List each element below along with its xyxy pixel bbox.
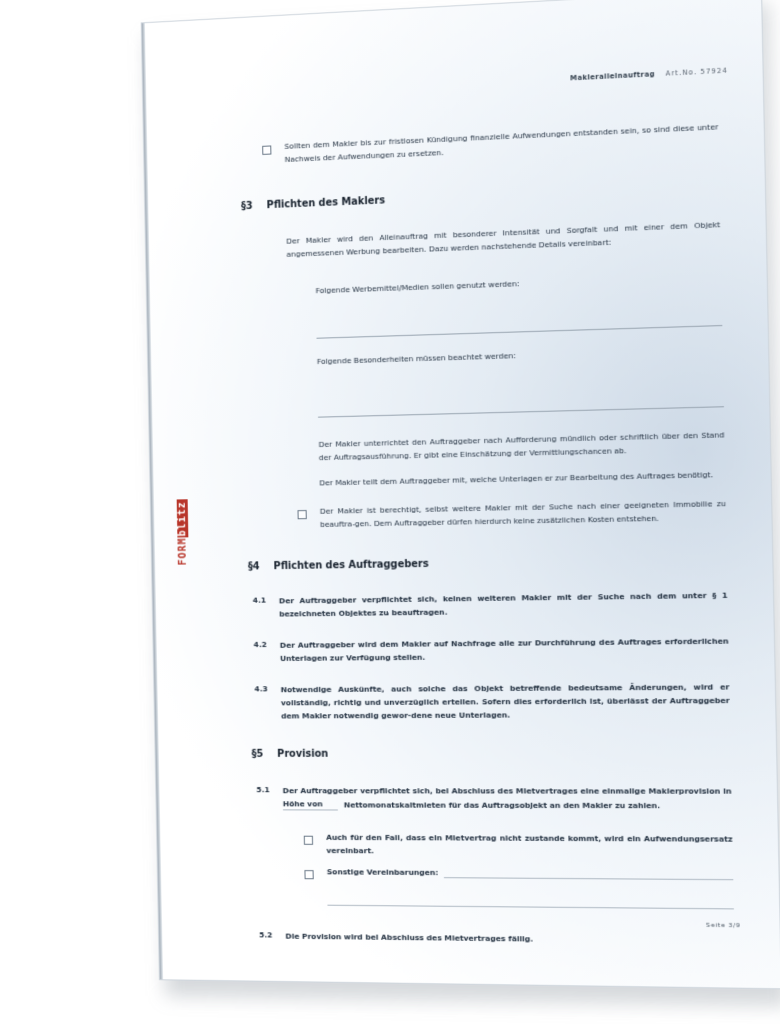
option-sonstige-vereinbarungen: Sonstige Vereinbarungen: <box>326 867 439 878</box>
section-heading-5 <box>252 749 329 760</box>
section-title-5: Provision <box>277 748 329 760</box>
paragraph-3-intro: Der Makler wird den Alleinauftrag mit besonderer Intensität und Sorgfalt und mit einer dem Objekt angemessenen Werbung bearbeiten. Dazu werden nachstehende Details vereinbart: <box>286 219 721 259</box>
fill-line-werbemittel[interactable] <box>317 325 723 339</box>
paragraph-3-unterrichtung: Der Makler unterrichtet den Auftraggeber nach Aufforderung mündlich oder schriftlich über den Stand der Auftragsausführung. Er gibt eine Einschätzung der Vermittlungschancen ab. <box>318 430 725 463</box>
fill-line-sonstige-2[interactable] <box>327 905 733 910</box>
item-number-4-2: 4.2 <box>253 639 267 650</box>
document-page-wrapper <box>141 0 780 1007</box>
brand-formblitz <box>176 490 192 574</box>
item-text-4-3: Notwendige Auskünfte, auch solche das Objekt betreffende bedeutsame Änderungen, wird er vollständig, richtig und unverzüglich erteilen. Sofern dies erforderlich ist, überlässt der Auftraggeber dem Makler notwendig gewor-dene neue Unterlagen. <box>280 682 730 721</box>
checkbox-aufwendungsersatz[interactable] <box>304 836 313 845</box>
section-title-4: Pflichten des Auftraggebers <box>273 558 429 573</box>
page-number: Seite 3/9 <box>705 921 741 930</box>
option-aufwendungsersatz: Auch für den Fall, dass ein Mietvertrag nicht zustande kommt, wird ein Aufwendungsersatz vereinbart. <box>326 832 733 856</box>
paragraph-3-unterlagen: Der Makler teilt dem Auftraggeber mit, welche Unterlagen er zur Bearbeitung des Auftrages benötigt. <box>319 469 714 488</box>
page-content <box>142 0 780 989</box>
item-text-5-1-cont: Nettomonatskaltmieten für das Auftragsobjekt an den Makler zu zahlen. <box>343 800 661 811</box>
section-heading-4 <box>248 559 429 573</box>
item-text-5-2: Die Provision wird bei Abschluss des Mietvertrages fällig. <box>285 931 534 944</box>
section-sign-3: §3 <box>241 200 253 213</box>
item-text-5-1: Der Auftraggeber verpflichtet sich, bei Abschluss des Mietvertrages eine einmalige Maklerprovision in Höhe von <box>282 786 732 809</box>
document-title: Makleralleinauftrag <box>570 70 655 83</box>
paragraph-3-weitere-makler: Der Makler ist berechtigt, selbst weitere Makler mit der Suche nach einer geeigneten Immobilie zu beauftra-gen. Dem Auftraggeber dürfen hierdurch keine zusätzlichen Kosten entstehen. <box>319 498 726 529</box>
section-sign-5: §5 <box>251 748 264 760</box>
item-number-4-1: 4.1 <box>252 595 267 605</box>
clause-kuendigung-aufwendungen: Sollten dem Makler bis zur fristlosen Kündigung finanzielle Aufwendungen entstanden sein, so sind diese unter Nachweis der Aufwendungen zu ersetzen. <box>284 122 719 164</box>
document-article-number: Art.No. 57924 <box>665 66 729 78</box>
fill-line-provision-amount[interactable] <box>283 809 338 810</box>
paragraph-3-werbemittel: Folgende Werbemittel/Medien sollen genutzt werden: <box>315 279 520 296</box>
checkbox-sonstige-vereinbarungen[interactable] <box>304 870 313 879</box>
item-text-4-2: Der Auftraggeber wird dem Makler auf Nachfrage alle zur Durchführung des Auftrages erforderlichen Unterlagen zur Verfügung stellen. <box>279 636 729 663</box>
document-header <box>570 66 728 82</box>
section-sign-4: §4 <box>247 561 260 573</box>
section-heading-3 <box>241 195 385 212</box>
document-page <box>141 0 780 989</box>
brand-blitz-text: blitz <box>176 500 189 537</box>
brand-form-text: FORM <box>177 536 189 566</box>
item-text-4-1: Der Auftraggeber verpflichtet sich, keinen weiteren Makler mit der Suche nach dem unter § 1 bezeichneten Objektes zu beauftragen. <box>278 590 728 619</box>
section-title-3: Pflichten des Maklers <box>266 195 386 212</box>
paragraph-3-besonderheiten: Folgende Besonderheiten müssen beachtet werden: <box>316 350 516 367</box>
item-number-5-1: 5.1 <box>256 785 270 795</box>
checkbox-kuendigung-aufwendungen[interactable] <box>262 145 271 154</box>
item-number-5-2: 5.2 <box>259 930 273 940</box>
fill-line-besonderheiten[interactable] <box>318 406 724 417</box>
checkbox-weitere-makler[interactable] <box>297 510 306 519</box>
item-number-4-3: 4.3 <box>254 684 268 694</box>
